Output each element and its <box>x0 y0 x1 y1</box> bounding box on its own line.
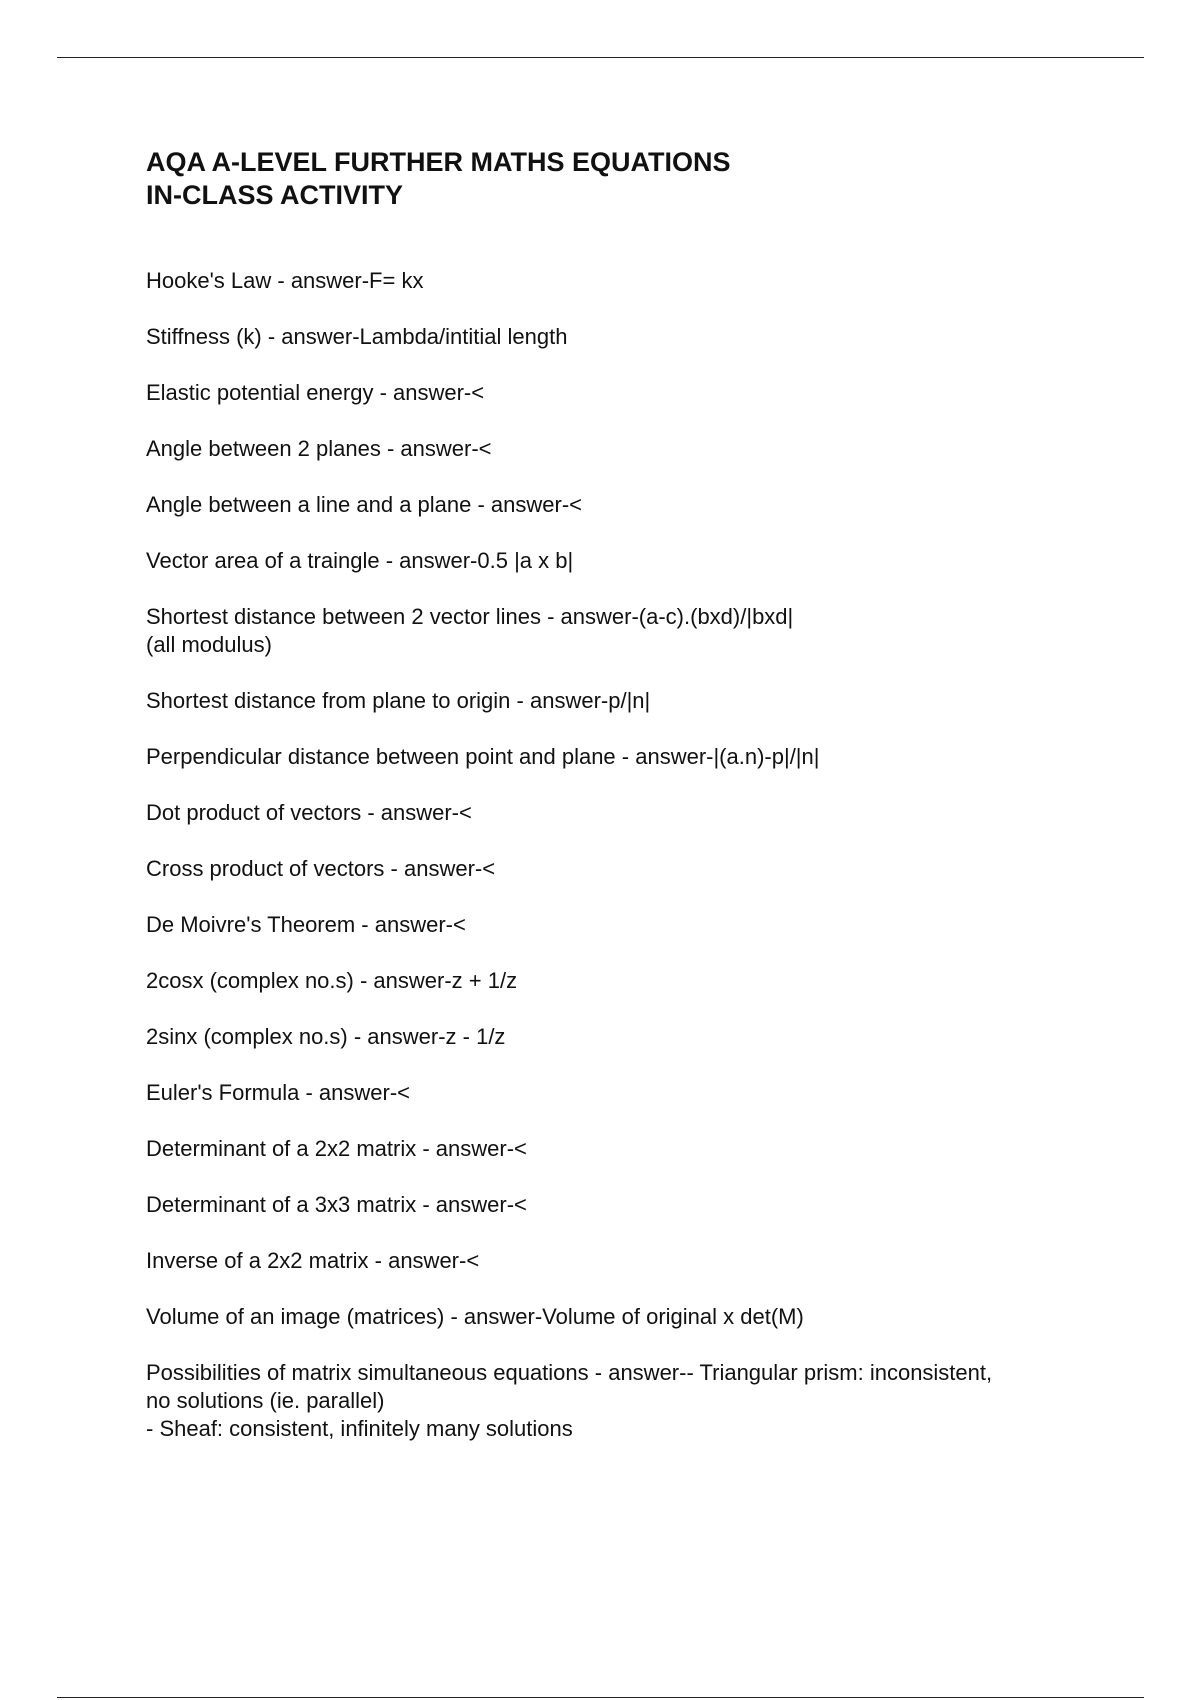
entry-text-line: Stiffness (k) - answer-Lambda/intitial length <box>146 324 568 349</box>
entry-text-line: Euler's Formula - answer-< <box>146 1080 410 1105</box>
entry-text-line: 2sinx (complex no.s) - answer-z - 1/z <box>146 1024 506 1049</box>
entry-text-line: Elastic potential energy - answer-< <box>146 380 485 405</box>
list-item <box>146 1359 1106 1443</box>
list-item <box>146 379 1106 407</box>
list-item <box>146 687 1106 715</box>
entry-text-line: Possibilities of matrix simultaneous equations - answer-- Triangular prism: inconsistent, <box>146 1360 993 1385</box>
entry-text-line: De Moivre's Theorem - answer-< <box>146 912 466 937</box>
entry-list <box>146 267 1106 1443</box>
entry-text-line: Volume of an image (matrices) - answer-Volume of original x det(M) <box>146 1304 804 1329</box>
list-item <box>146 491 1106 519</box>
list-item <box>146 911 1106 939</box>
entry-text-line: Angle between 2 planes - answer-< <box>146 436 492 461</box>
list-item <box>146 1079 1106 1107</box>
list-item <box>146 967 1106 995</box>
title-line-1: AQA A-LEVEL FURTHER MATHS EQUATIONS <box>146 147 731 177</box>
list-item <box>146 1023 1106 1051</box>
bottom-rule <box>57 1697 1144 1698</box>
list-item <box>146 1135 1106 1163</box>
entry-text-line: Dot product of vectors - answer-< <box>146 800 472 825</box>
entry-text-line: Shortest distance from plane to origin - answer-p/|n| <box>146 688 651 713</box>
entry-text-line: (all modulus) <box>146 632 272 657</box>
entry-text-line: Determinant of a 2x2 matrix - answer-< <box>146 1136 527 1161</box>
entry-text-line: Perpendicular distance between point and plane - answer-|(a.n)-p|/|n| <box>146 744 820 769</box>
entry-text-line: 2cosx (complex no.s) - answer-z + 1/z <box>146 968 518 993</box>
list-item <box>146 323 1106 351</box>
list-item <box>146 267 1106 295</box>
entry-text-line: Determinant of a 3x3 matrix - answer-< <box>146 1192 527 1217</box>
entry-text-line: Vector area of a traingle - answer-0.5 |a x b| <box>146 548 574 573</box>
entry-text-line: Cross product of vectors - answer-< <box>146 856 496 881</box>
document-title <box>146 146 1106 212</box>
list-item <box>146 435 1106 463</box>
entry-text-line: no solutions (ie. parallel) <box>146 1388 385 1413</box>
list-item <box>146 1247 1106 1275</box>
list-item <box>146 1191 1106 1219</box>
document-body <box>146 146 1106 1471</box>
list-item <box>146 855 1106 883</box>
entry-text-line: Shortest distance between 2 vector lines - answer-(a-c).(bxd)/|bxd| <box>146 604 794 629</box>
entry-text-line: Angle between a line and a plane - answer-< <box>146 492 583 517</box>
list-item <box>146 743 1106 771</box>
list-item <box>146 799 1106 827</box>
list-item <box>146 1303 1106 1331</box>
list-item <box>146 547 1106 575</box>
entry-text-line: Inverse of a 2x2 matrix - answer-< <box>146 1248 480 1273</box>
entry-text-line: - Sheaf: consistent, infinitely many solutions <box>146 1416 573 1441</box>
title-line-2: IN-CLASS ACTIVITY <box>146 180 404 210</box>
list-item <box>146 603 1106 659</box>
top-rule <box>57 57 1144 58</box>
entry-text-line: Hooke's Law - answer-F= kx <box>146 268 424 293</box>
